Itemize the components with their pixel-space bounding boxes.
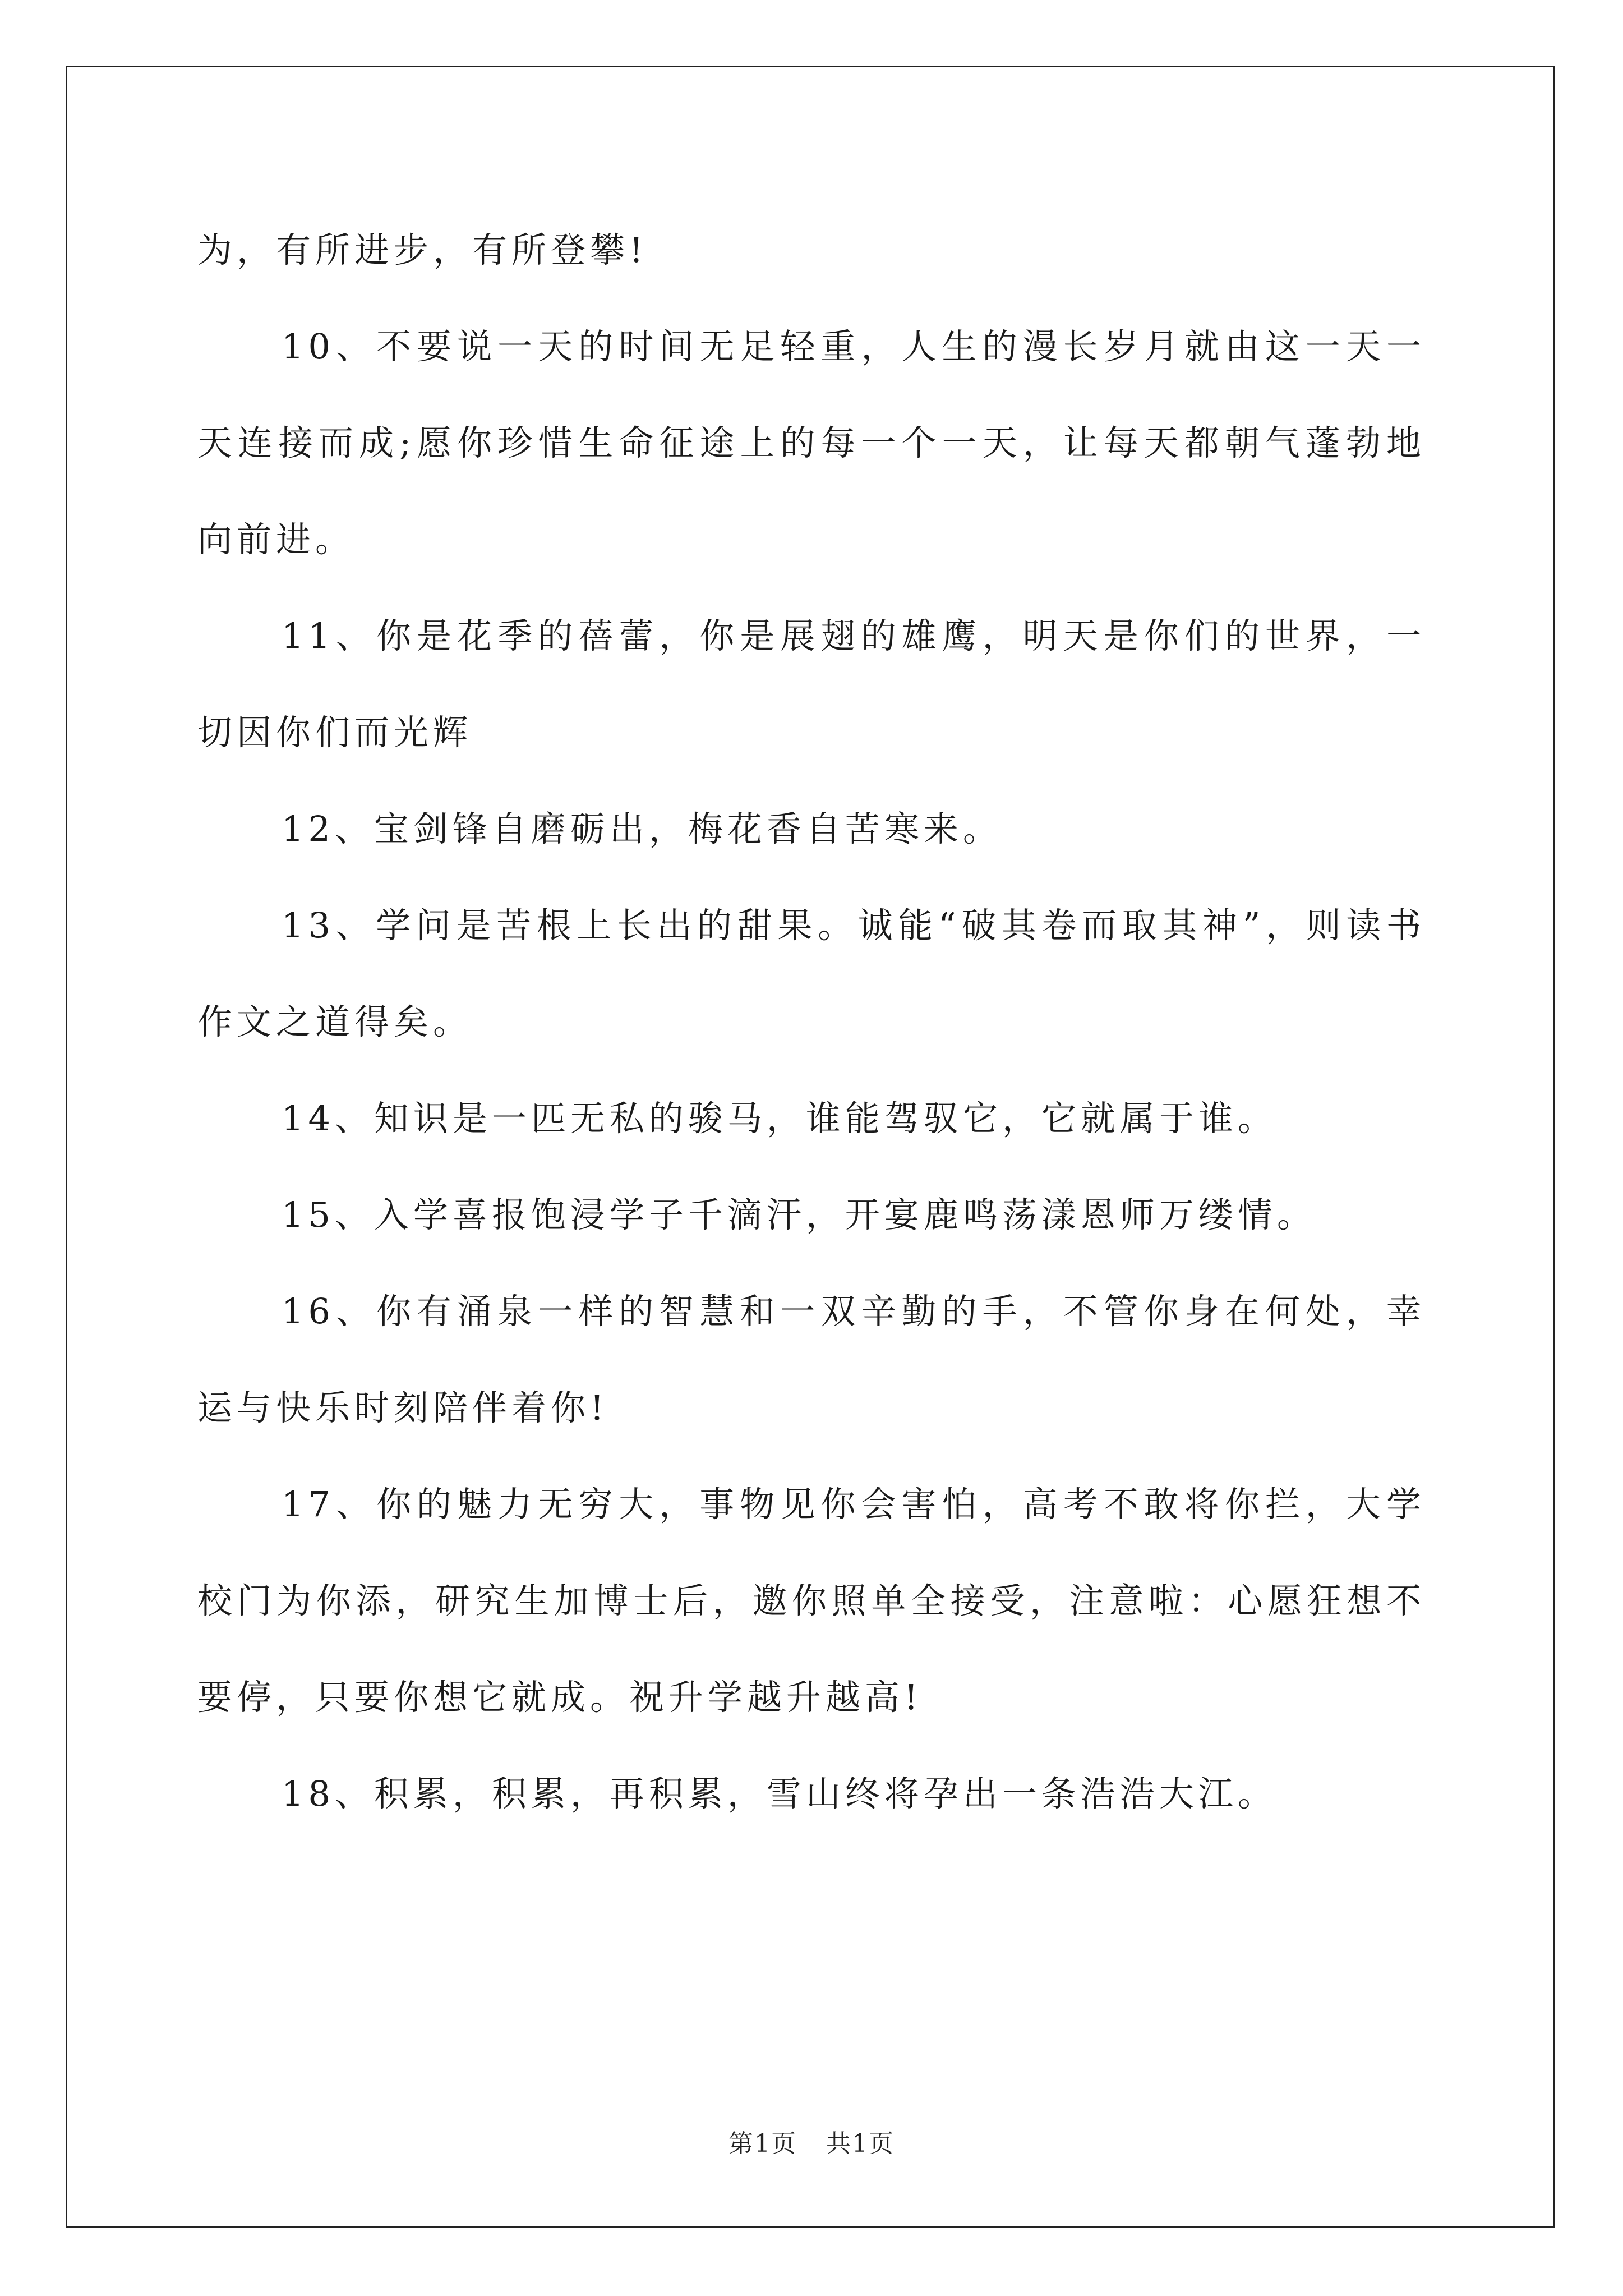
paragraph-continuation: 为，有所进步，有所登攀! — [197, 229, 648, 270]
paragraph-18: 18、积累，积累，再积累，雪山终将孕出一条浩浩大江。 — [282, 1773, 1277, 1814]
document-body — [197, 202, 1426, 1842]
page-footer — [0, 2123, 1623, 2159]
paragraph-15: 15、入学喜报饱浸学子千滴汗，开宴鹿鸣荡漾恩师万缕情。 — [282, 1194, 1316, 1235]
paragraph-10: 10、不要说一天的时间无足轻重，人生的漫长岁月就由这一天一天连接而成;愿你珍惜生命征途上的每一个一天，让每天都朝气蓬勃地向前进。 — [197, 326, 1426, 560]
paragraph-14: 14、知识是一匹无私的骏马，谁能驾驭它，它就属于谁。 — [282, 1098, 1277, 1139]
paragraph-13: 13、学问是苦根上长出的甜果。诚能“破其卷而取其神”，则读书作文之道得矣。 — [197, 905, 1426, 1042]
paragraph-16: 16、你有涌泉一样的智慧和一双辛勤的手，不管你身在何处，幸运与快乐时刻陪伴着你! — [197, 1291, 1426, 1428]
page-total: 共1页 — [826, 2129, 895, 2158]
paragraph-12: 12、宝剑锋自磨砺出，梅花香自苦寒来。 — [282, 808, 1002, 849]
page-number: 第1页 — [728, 2129, 797, 2158]
paragraph-17: 17、你的魅力无穷大，事物见你会害怕，高考不敢将你拦，大学校门为你添，研究生加博士后，邀你照单全接受，注意啦：心愿狂想不要停，只要你想它就成。祝升学越升越高! — [197, 1484, 1426, 1718]
paragraph-11: 11、你是花季的蓓蕾，你是展翅的雄鹰，明天是你们的世界，一切因你们而光辉 — [197, 615, 1426, 753]
